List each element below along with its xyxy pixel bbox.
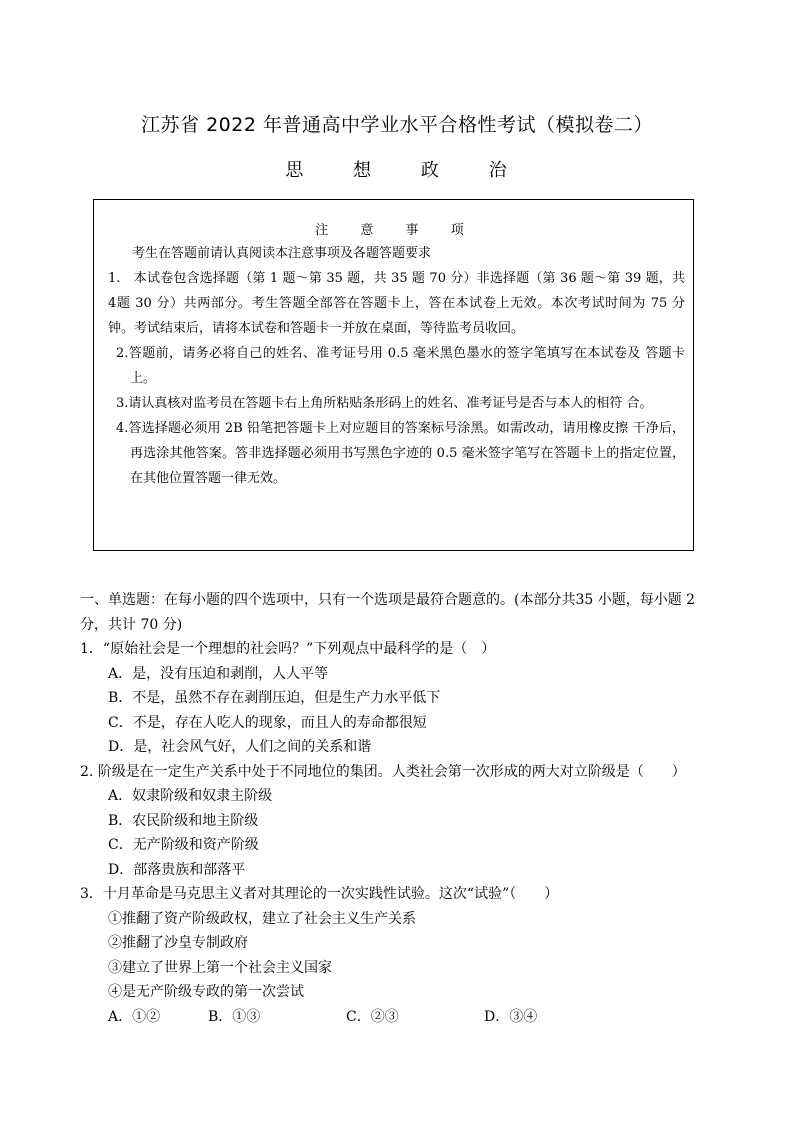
notice-item: 3.请认真核对监考员在答题卡右上角所粘贴条形码上的姓名、准考证号是否与本人的相符 合。	[116, 396, 653, 411]
question-option: C．不是，存在人吃人的现象，而且人的寿命都很短	[108, 714, 427, 731]
subject-title: 思 想 政 治	[285, 160, 529, 181]
question-statement: ④是无产阶级专政的第一次尝试	[108, 984, 304, 1000]
question-stem: 3．十月革命是马克思主义者对其理论的一次实践性试验。这次“试验”（ ）	[80, 886, 559, 902]
question-statement: ②推翻了沙皇专制政府	[108, 935, 248, 951]
question-option: A．是，没有压迫和剥削，人人平等	[108, 665, 329, 682]
question-option: B．农民阶级和地主阶级	[108, 812, 259, 829]
question-option: B．不是，虽然不存在剥削压迫，但是生产力水平低下	[108, 690, 441, 706]
question-1	[80, 637, 716, 760]
answer-choice: D．③④	[484, 1008, 538, 1025]
answer-choice: A．①②	[108, 1008, 161, 1025]
exam-title: 江苏省 2022 年普通高中学业水平合格性考试（模拟卷二）	[141, 114, 653, 136]
question-statement: ①推翻了资产阶级政权，建立了社会主义生产关系	[108, 910, 416, 927]
question-option: A．奴隶阶级和奴隶主阶级	[108, 788, 273, 804]
single-choice-section	[80, 588, 716, 1029]
question-option: D．是，社会风气好，人们之间的关系和谐	[108, 739, 372, 755]
notice-item: 4.答选择题必须用 2B 铅笔把答题卡上对应题目的答案标号涂黑。如需改动，请用橡皮擦 干净后，再选涂其他答案。答非选择题必须用书写黑色字迹的 0.5 毫米签字笔写在答题卡上的指定位置，在其他位置答题一律无效。	[116, 421, 685, 486]
answer-choice: B．①③	[208, 1008, 261, 1025]
notice-item: 1. 本试卷包含选择题（第 1 题～第 35 题，共 35 题 70 分）非选择题（第 36 题～第 39 题，共 4题 30 分）共两部分。考生答题全部答在答题卡上，答在本试卷上无效。本次考试时间为 75 分钟。考试结束后，请将本试卷和答题卡一并放在桌面，等待监考员收回。	[108, 271, 685, 336]
question-statement: ③建立了世界上第一个社会主义国家	[108, 959, 332, 976]
question-stem: 1．“原始社会是一个理想的社会吗？”下列观点中最科学的是（ ）	[80, 641, 496, 657]
section-instruction: 一、单选题：在每小题的四个选项中，只有一个选项是最符合题意的。(本部分共35 小题，每小题 2 分，共计 70 分)	[80, 592, 696, 633]
question-2	[80, 760, 716, 883]
question-option: C．无产阶级和资产阶级	[108, 837, 259, 853]
answer-choices	[80, 1005, 716, 1030]
question-3	[80, 882, 716, 1029]
notice-item: 2.答题前，请务必将自己的姓名、准考证号用 0.5 毫米黑色墨水的签字笔填写在本试卷及 答题卡上。	[116, 346, 685, 386]
question-stem: 2. 阶级是在一定生产关系中处于不同地位的集团。人类社会第一次形成的两大对立阶级是（ ）	[80, 763, 686, 780]
answer-choice: C．②③	[346, 1008, 399, 1025]
notice-box	[93, 199, 694, 551]
notice-intro: 考生在答题前请认真阅读本注意事项及各题答题要求	[132, 246, 432, 261]
question-option: D．部落贵族和部落平	[108, 861, 246, 878]
notice-heading: 注 意 事 项	[315, 223, 478, 238]
